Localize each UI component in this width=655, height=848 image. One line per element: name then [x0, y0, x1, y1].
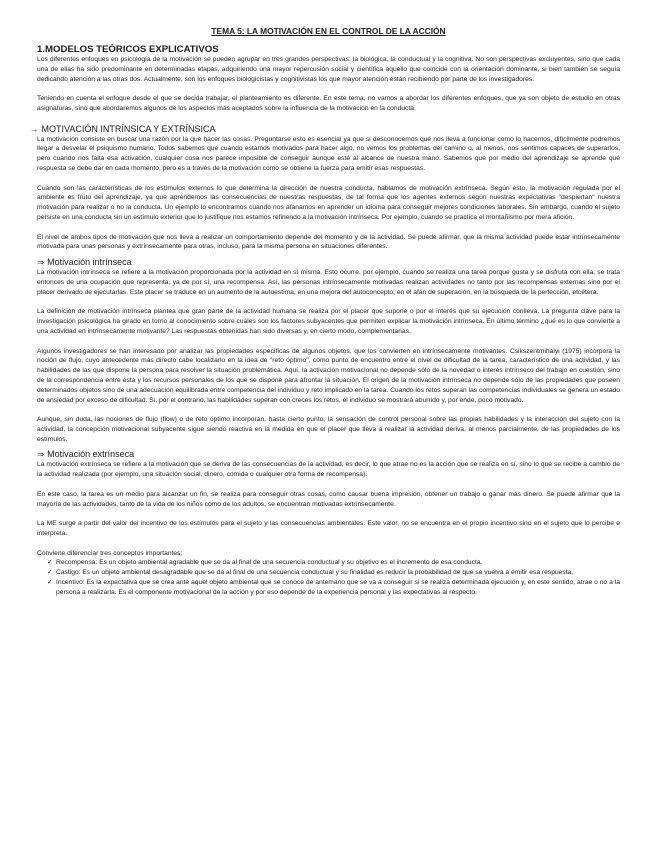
- checkmark-icon: ✓: [47, 569, 53, 577]
- paragraph: Conviene diferenciar tres conceptos importantes:: [37, 549, 183, 557]
- subheading-motivacion-intrinseca: [37, 257, 620, 268]
- paragraph: Algunos investigadores se han interesado por analizar las propiedades específicas de algunos objetos, que los convierten en intrínsecamente motivantes. Csikszentmihalyi (1975) incorpora la noción de flujo, cuyo antecedente más directo cabe localizarlo en la idea de "reto óptimo", como punto de encuentro entre el nivel de dificultad de la tarea, característico de una actividad, y las habilidades de las que dispone la persona para resolver la situación problemática. Aquí, la activación motivacional no depende sólo de la novedad o interés intrínseco del trabajo en cuestión, sino de la correspondencia entre ésta y los recursos personales de los que se dispone para afrontar la situación. El origen de la motivación intrínseca no depende sólo de las propiedades que poseen determinados objetos sino de una adecuación equilibrada entre competencia del individuo y reto implicado en la tarea. Cuando los retos superan las competencias individuales se genera un estado de ansiedad por exceso de dificultad. Si, por el contrario, las habilidades superan con creces los retos, el individuo se mostrará aburrido y, por ende, poco motivado.: [37, 347, 620, 404]
- paragraph: Aunque, sin duda, las nociones de flujo (flow) o de reto óptimo incorporan, hasta cierto punto, la sensación de control personal sobre las propias habilidades y la interacción del sujeto con la actividad, la concepción motivacional subyacente sigue siendo reactiva en la medida en que el placer que lleva a realizar la actividad deriva, al menos parcialmente, de las propiedades de los estímulos.: [37, 416, 620, 443]
- list-item: ✓ Castigo: Es un objeto ambiental desagradable que se da al final de una secuencia conductual y su finalidad es reducir la probabilidad de que se vuelva a emitir esa respuesta.: [47, 569, 574, 577]
- checkmark-icon: ✓: [47, 579, 53, 587]
- double-arrow-icon: ⇒: [37, 257, 45, 268]
- paragraph: La motivación extrínseca se refiere a la motivación que se deriva de las consecuencias de la actividad, es decir, lo que atrae no es la acción que se realiza en sí, sino lo que se recibe a cambio de la actividad realizada (por ejemplo, una situación social, dinero, comida o cualquier otra forma de recompensa).: [37, 461, 620, 479]
- section-heading-modelos: 1.MODELOS TEÓRICOS EXPLICATIVOS: [37, 44, 219, 55]
- subheading-text: Motivación intrínseca: [47, 257, 132, 268]
- paragraph: La ME surge a partir del valor del incentivo de los estímulos para el sujeto y las consecuencias ambientales. Este valor, no se encuentra en el propio incentivo sino en el sujeto que lo percibe e interpreta.: [37, 520, 620, 538]
- paragraph: La motivación intrínseca se refiere a la motivación proporcionada por la actividad en sí misma. Esto ocurre, por ejemplo, cuando se realiza una tarea porque gusta y se disfruta con ella; se trata entonces de una ocupación que representa, ya de por sí, una recompensa. Así, las personas intrínsecamente motivadas realizan actividades no tanto por las recompensas externas sino por el placer derivado de ejecutarlas. Este placer se traduce en un aumento de la autoestima, en una mejora del autoconcepto, en el afán de superación, en la búsqueda de la perfección, etcétera.: [37, 269, 620, 296]
- paragraph: La motivación consiste en buscar una razón por la que hacer las cosas. Preguntarse esto es esencial ya que si desconocemos qué nos lleva a funcionar como lo hacemos, difícilmente podremos llegar a desvelar el psiquismo humano. Todos sabemos que cuando estamos motivados para hacer algo, no vemos los problemas del camino o, al menos, nos sentimos capaces de superarlos, pero cuando nos falta esa activación, cualquier cosa nos parece imposible de conseguir aunque esté al alcance de nuestra mano. Sabemos que por medio del aprendizaje se aprende qué respuesta se debe dar en cada momento, pero es a través de la motivación como se obtiene la fuerza para emitir esas respuestas.: [37, 135, 620, 172]
- double-arrow-icon: ⇒: [37, 449, 45, 460]
- subheading-motivacion-extrinseca: [37, 449, 620, 460]
- arrow-right-icon: →: [30, 123, 39, 134]
- paragraph: Los diferentes enfoques en psicología de la motivación se pueden agrupar en tres grandes perspectivas: la biológica, la conductual y la cognitiva. No son perspectivas excluyentes, sino que cada una de ellas ha sido predominante en determinadas etapas, adquiriendo una mayor repercusión social y científica aquello que coincide con la orientación dominante, si bien también se seguía dedicando atención a las otras dos. Actualmente, son los enfoques biologicistas y cognitivistas los que mayor atención están recibiendo por parte de los investigadores.: [37, 56, 620, 83]
- subheading-motivacion-intrinsica-extrinsica: [30, 124, 620, 135]
- paragraph: El nivel de ambos tipos de motivación que nos lleva a realizar un comportamiento depende del momento y de la actividad. Se puede afirmar, que la misma actividad puede estar intrínsecamente motivada para unas personas y extrínsecamente para otras, incluso, para la misma persona en situaciones diferentes.: [37, 233, 620, 251]
- paragraph: En este caso, la tarea es un medio para alcanzar un fin, se realiza para conseguir otras cosas, como causar buena impresión, obtener un trabajo o ganar más dinero. Se puede afirmar que la mayoría de las actividades, tanto de la vida de los niños como de los adultos, se encuentran motivadas extrínsecamente.: [37, 490, 620, 508]
- subheading-text: MOTIVACIÓN INTRÍNSICA Y EXTRÍNSICA: [41, 123, 216, 134]
- subheading-text: Motivación extrínseca: [47, 449, 135, 460]
- document-title: TEMA 5: LA MOTIVACIÓN EN EL CONTROL DE LA ACCIÓN: [211, 26, 446, 36]
- paragraph: La definición de motivación intrínseca plantea que gran parte de la actividad humana se realiza por el placer que supone o por el interés que su ejecución conlleva. La pregunta clave para la investigación psicológica ha girado en torno al conocimiento sobre cuáles son los factores subyacentes que permiten explicar la motivación intrínseca. En último término ¿qué es lo que convierte a una actividad en intrínsecamente motivante? Las respuestas obtenidas han sido diversas y, en cierto modo, complementarias.: [37, 308, 620, 335]
- paragraph: Cuando son las características de los estímulos externos lo que determina la dirección de nuestra conducta, hablamos de motivación extrínseca. Según esto, la motivación regulada por el ambiente es fruto del aprendizaje, ya que aprendemos las consecuencias de nuestras respuestas, de tal forma que los agentes externos según nuestras expectativas "despiertan" nuestra motivación para realizar o no la conducta. Un ejemplo lo encontramos cuando nos afanamos en aprender un idioma para conseguir mejores condiciones laborales. Sin embargo, cuando el sujeto persiste en una conducta sin un estímulo exterior que lo justifique nos estamos refiriendo a la motivación intrínseca. Por ejemplo, cuando se practica el montañismo por mera afición.: [37, 184, 620, 221]
- list-item: ✓ Recompensa: Es un objeto ambiental agradable que se da al final de una secuencia conductual y su objetivo es el incremento de esa conducta.: [47, 559, 483, 567]
- paragraph: Teniendo en cuenta el enfoque desde el que se decida trabajar, el planteamiento es diferente. En este tema, no vamos a abordar los diferentes enfoques, que ya son objeto de estudio en otras asignaturas, sino que abordaremos algunos de los aspectos más aceptados sobre la influencia de la motivación en la conducta.: [37, 95, 620, 112]
- concept-list: [37, 558, 620, 597]
- checkmark-icon: ✓: [47, 559, 53, 567]
- list-item: ✓ Incentivo: Es la expectativa que se crea ante aquel objeto ambiental que se conoce de antemano que se va a conseguir si se realiza determinada ejecución y, en este sentido, atrae o no a la persona a realizarla. Es el componente motivacional de la acción y por eso depende de la experiencia personal y las expectativas al respecto.: [47, 579, 620, 596]
- document-page: [30, 26, 620, 598]
